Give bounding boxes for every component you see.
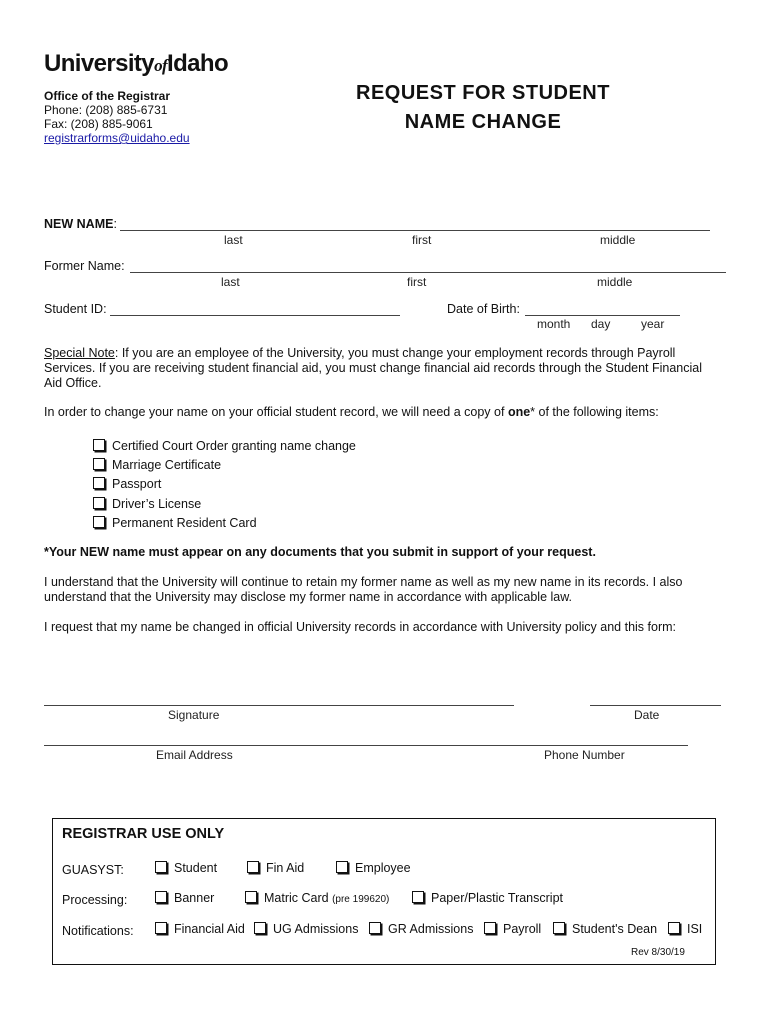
notify-payroll-option[interactable]: Payroll bbox=[484, 922, 541, 936]
form-title-line2: NAME CHANGE bbox=[404, 111, 562, 133]
checklist-item[interactable]: Permanent Resident Card bbox=[93, 514, 356, 533]
checkbox-icon[interactable] bbox=[93, 497, 105, 509]
former-name-last-caption: last bbox=[221, 275, 240, 289]
checkbox-icon[interactable] bbox=[369, 922, 381, 934]
notify-students-dean-option[interactable]: Student's Dean bbox=[553, 922, 657, 936]
checkbox-icon[interactable] bbox=[93, 516, 105, 528]
checkbox-icon[interactable] bbox=[668, 922, 680, 934]
checkbox-icon[interactable] bbox=[553, 922, 565, 934]
checkbox-icon[interactable] bbox=[155, 861, 167, 873]
registrar-use-box bbox=[52, 818, 716, 965]
checkbox-icon[interactable] bbox=[155, 922, 167, 934]
guasyst-employee-option[interactable]: Employee bbox=[336, 861, 411, 875]
dob-year-caption: year bbox=[641, 317, 665, 331]
new-name-field[interactable] bbox=[120, 230, 710, 231]
checklist-item[interactable]: Driver’s License bbox=[93, 495, 356, 514]
processing-paper-option[interactable]: Paper/Plastic Transcript bbox=[412, 891, 563, 905]
office-email-link[interactable]: registrarforms@uidaho.edu bbox=[44, 131, 190, 145]
special-note-text: : If you are an employee of the University, you must change your employment records through Payroll Services. If you are receiving student financial aid, you must change financial aid records through the Student Financial Aid Office. bbox=[44, 346, 703, 390]
guasyst-finaid-option[interactable]: Fin Aid bbox=[247, 861, 304, 875]
new-name-label: NEW NAME: bbox=[44, 217, 117, 231]
checkbox-icon[interactable] bbox=[412, 891, 424, 903]
guasyst-student-option[interactable]: Student bbox=[155, 861, 217, 875]
checkbox-icon[interactable] bbox=[254, 922, 266, 934]
checkbox-icon[interactable] bbox=[247, 861, 259, 873]
contact-block bbox=[44, 89, 190, 145]
former-name-label: Former Name: bbox=[44, 259, 125, 273]
new-name-warning: *Your NEW name must appear on any documents that you submit in support of your request. bbox=[44, 545, 596, 559]
logo-text-university: University bbox=[44, 50, 155, 77]
processing-matric-option[interactable]: Matric Card (pre 199620) bbox=[245, 891, 389, 905]
processing-banner-option[interactable]: Banner bbox=[155, 891, 214, 905]
office-phone: Phone: (208) 885-6731 bbox=[44, 103, 168, 117]
email-phone-field[interactable] bbox=[44, 745, 688, 746]
checkbox-icon[interactable] bbox=[245, 891, 257, 903]
checkbox-icon[interactable] bbox=[484, 922, 496, 934]
checklist-item[interactable]: Certified Court Order granting name change bbox=[93, 437, 356, 456]
new-name-first-caption: first bbox=[412, 233, 432, 247]
guasyst-label: GUASYST: bbox=[62, 863, 124, 877]
form-title-line1: REQUEST FOR STUDENT bbox=[356, 82, 610, 104]
special-note-label: Special Note bbox=[44, 346, 115, 360]
former-name-middle-caption: middle bbox=[597, 275, 633, 289]
checkbox-icon[interactable] bbox=[336, 861, 348, 873]
dob-month-caption: month bbox=[537, 317, 571, 331]
notify-financial-aid-option[interactable]: Financial Aid bbox=[155, 922, 245, 936]
checklist-item[interactable]: Marriage Certificate bbox=[93, 456, 356, 475]
notify-ug-admissions-option[interactable]: UG Admissions bbox=[254, 922, 358, 936]
registrar-heading: REGISTRAR USE ONLY bbox=[62, 826, 225, 842]
notifications-label: Notifications: bbox=[62, 924, 134, 938]
processing-label: Processing: bbox=[62, 893, 128, 907]
checkbox-icon[interactable] bbox=[93, 439, 105, 451]
matric-note: (pre 199620) bbox=[332, 894, 390, 905]
checkbox-icon[interactable] bbox=[93, 458, 105, 470]
university-logo bbox=[44, 50, 228, 78]
email-caption: Email Address bbox=[156, 748, 233, 762]
student-id-label: Student ID: bbox=[44, 302, 107, 316]
dob-day-caption: day bbox=[591, 317, 611, 331]
form-title bbox=[323, 82, 643, 134]
signature-caption: Signature bbox=[168, 708, 220, 722]
understand-paragraph: I understand that the University will continue to retain my former name as well as my new name in its records. I also understand that the University may disclose my former name in accordance with applicable law. bbox=[44, 575, 683, 604]
checkbox-icon[interactable] bbox=[155, 891, 167, 903]
former-name-field[interactable] bbox=[130, 272, 726, 273]
office-fax: Fax: (208) 885-9061 bbox=[44, 117, 153, 131]
phone-caption: Phone Number bbox=[544, 748, 625, 762]
request-paragraph: I request that my name be changed in official University records in accordance with University policy and this form: bbox=[44, 620, 677, 634]
checkbox-icon[interactable] bbox=[93, 477, 105, 489]
revision-date: Rev 8/30/19 bbox=[631, 947, 685, 958]
signature-field[interactable] bbox=[44, 705, 514, 706]
checklist-item[interactable]: Passport bbox=[93, 475, 356, 494]
date-caption: Date bbox=[634, 708, 660, 722]
notify-gr-admissions-option[interactable]: GR Admissions bbox=[369, 922, 473, 936]
dob-field[interactable] bbox=[525, 315, 680, 316]
date-field[interactable] bbox=[590, 705, 721, 706]
logo-text-of: of bbox=[154, 56, 168, 75]
special-note-paragraph bbox=[44, 346, 720, 391]
student-id-field[interactable] bbox=[110, 315, 400, 316]
notify-isi-option[interactable]: ISI bbox=[668, 922, 702, 936]
office-name: Office of the Registrar bbox=[44, 89, 171, 103]
dob-label: Date of Birth: bbox=[447, 302, 520, 316]
new-name-middle-caption: middle bbox=[600, 233, 636, 247]
documents-checklist bbox=[93, 437, 356, 533]
logo-text-idaho: Idaho bbox=[167, 50, 229, 77]
former-name-first-caption: first bbox=[407, 275, 427, 289]
copy-intro: In order to change your name on your official student record, we will need a copy of one* of the following items: bbox=[44, 405, 659, 419]
new-name-last-caption: last bbox=[224, 233, 243, 247]
